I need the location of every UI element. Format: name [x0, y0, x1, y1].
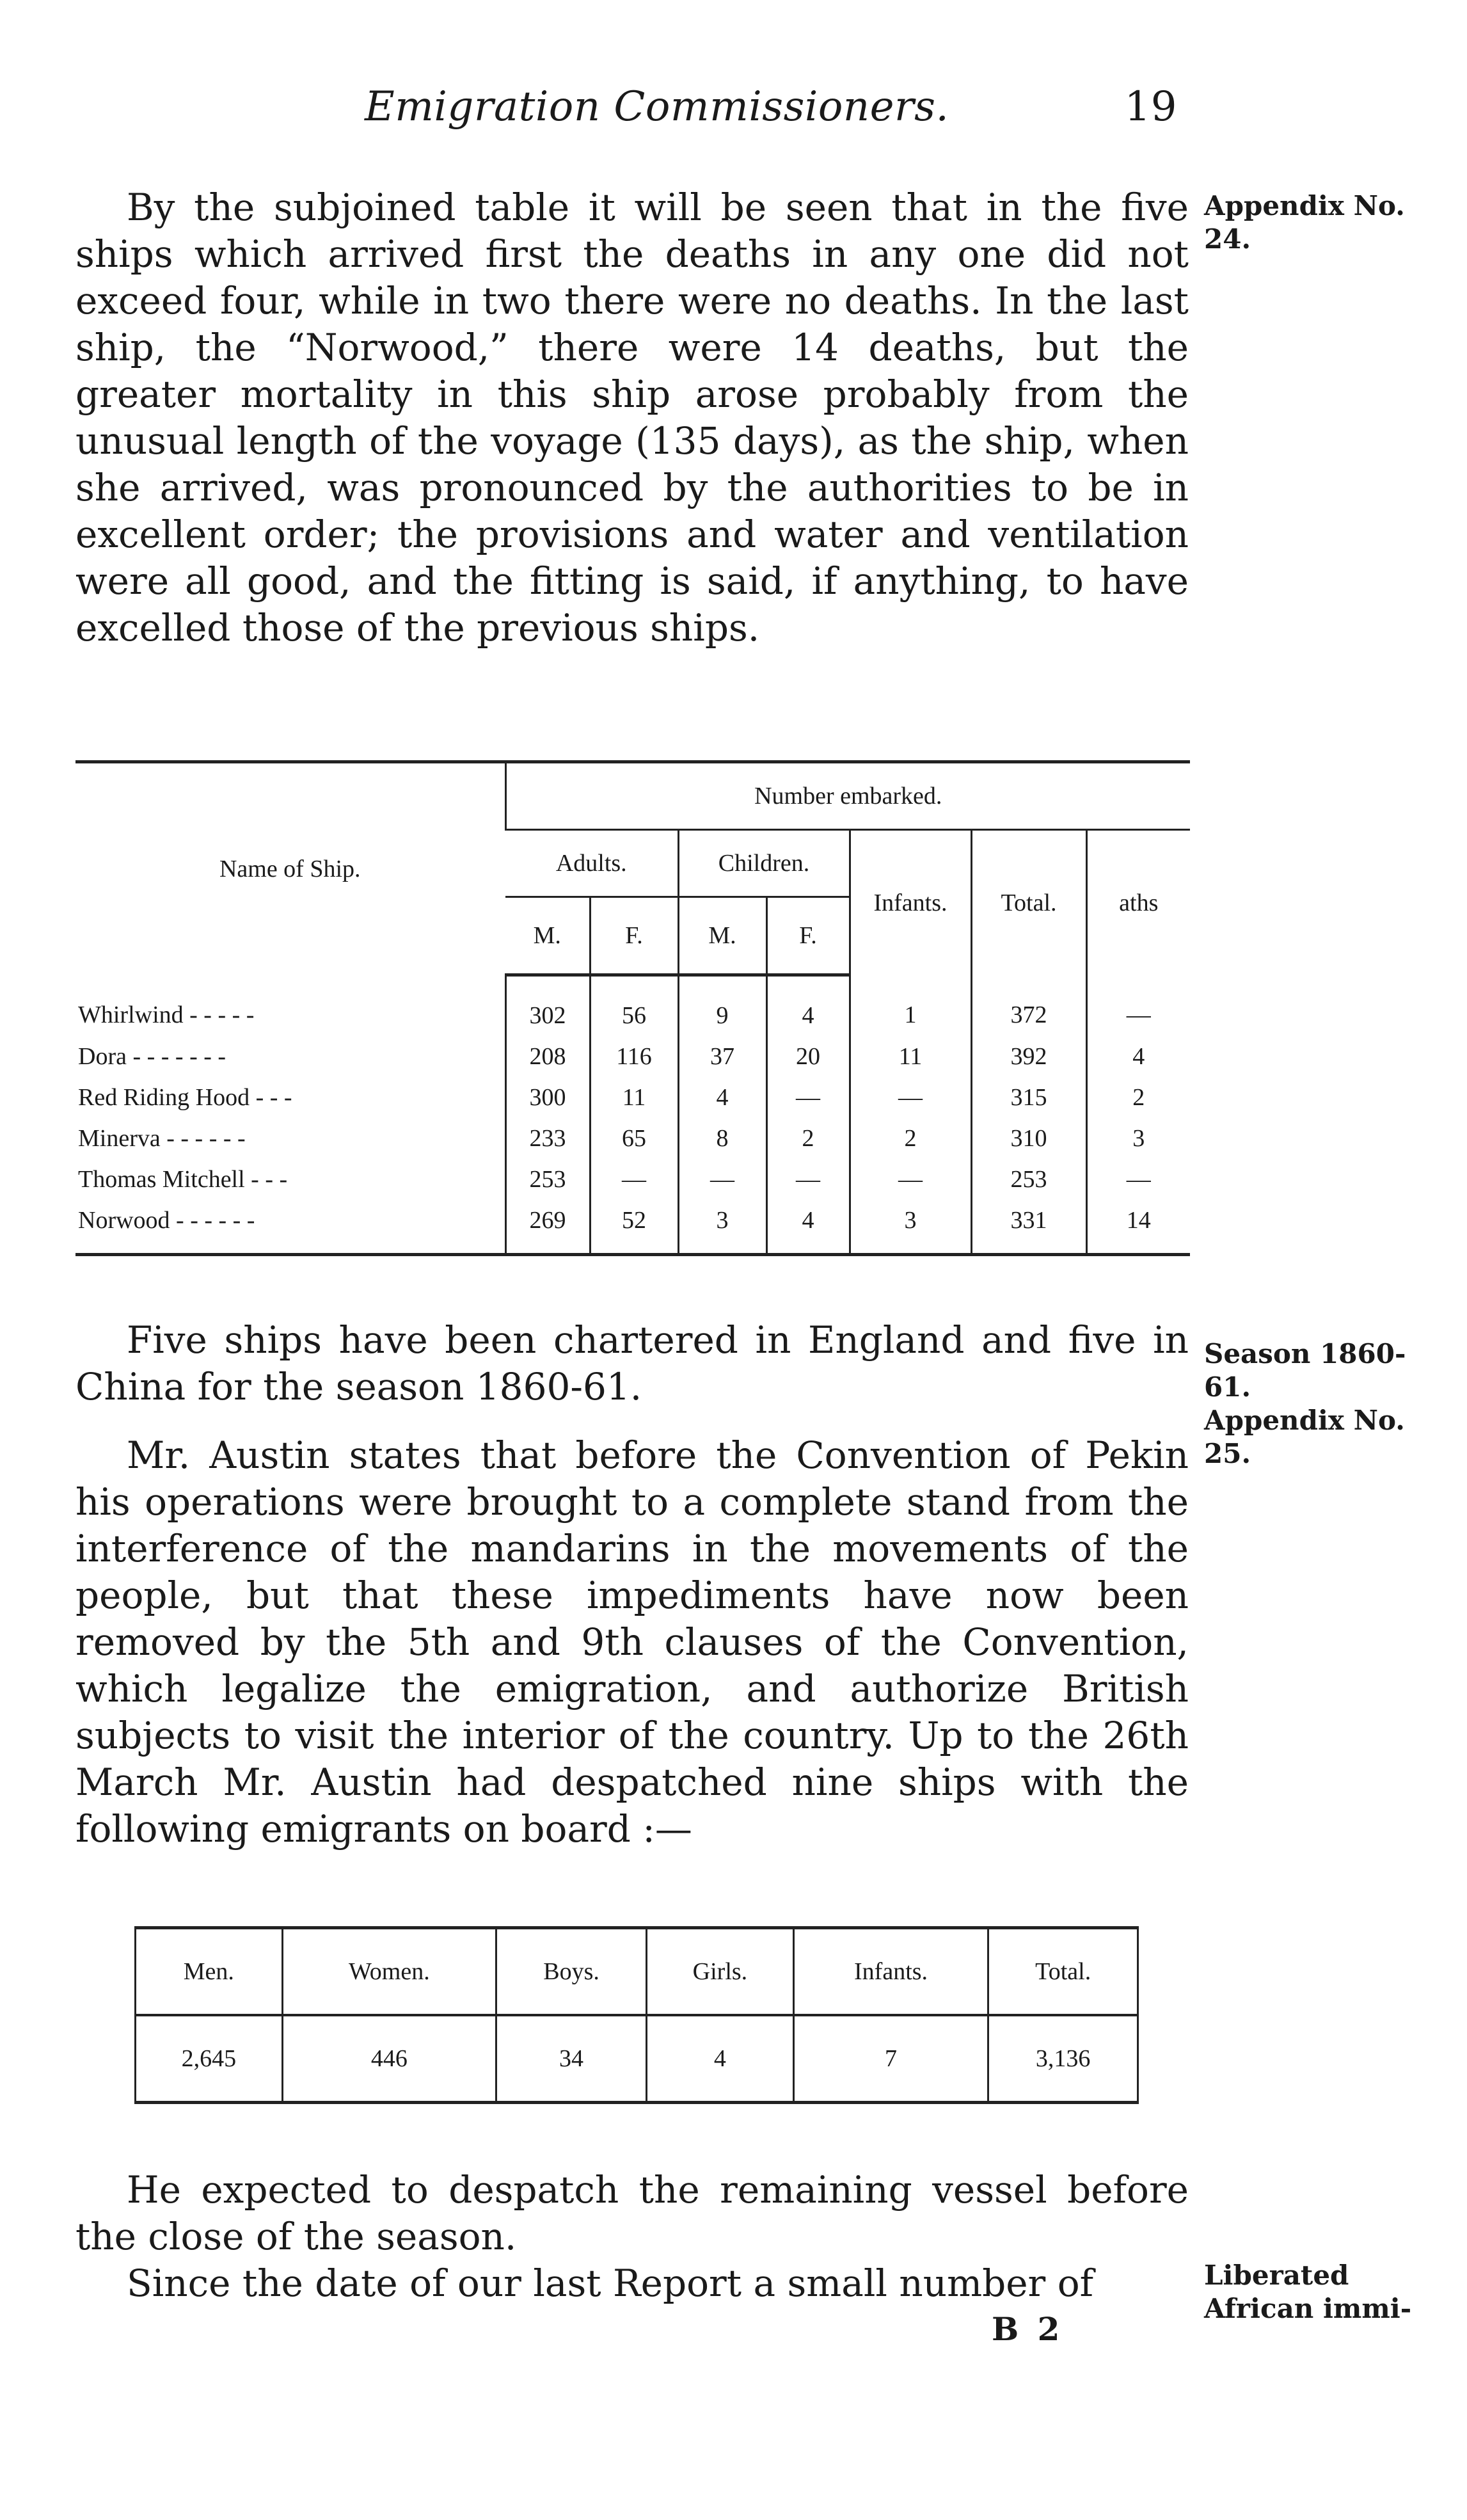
- infants: 3: [850, 1200, 971, 1255]
- deaths: —: [1086, 1159, 1190, 1200]
- ship-name: Norwood - - - - - -: [75, 1200, 505, 1255]
- adults-male: 253: [505, 1159, 590, 1200]
- children-header: Children.: [678, 830, 850, 897]
- table-row: [75, 1200, 1190, 1255]
- page-number: 19: [1124, 83, 1177, 131]
- adults-male: 233: [505, 1118, 590, 1159]
- total: 331: [971, 1200, 1086, 1255]
- total: 315: [971, 1077, 1086, 1118]
- infants: 11: [850, 1036, 971, 1077]
- adults-female: 56: [590, 975, 678, 1037]
- children-female: 4: [766, 975, 850, 1037]
- infants: —: [850, 1159, 971, 1200]
- total: 372: [971, 975, 1086, 1037]
- sidenote-season: Season 1860-61.: [1204, 1338, 1406, 1403]
- children-female: 4: [766, 1200, 850, 1255]
- deaths-header: aths: [1086, 830, 1190, 975]
- name-of-ship-header: Name of Ship.: [75, 762, 505, 975]
- sidenote-liberated: Liberated African immi-: [1204, 2260, 1412, 2324]
- total-header: Total.: [971, 830, 1086, 975]
- children-female: —: [766, 1159, 850, 1200]
- deaths: 3: [1086, 1118, 1190, 1159]
- paragraph-chartered-ships: Five ships have been chartered in England and five in China for the season 1860-61.: [75, 1318, 1189, 1408]
- total: 310: [971, 1118, 1086, 1159]
- paragraph-last-report: Since the date of our last Report a small number of: [127, 2261, 1094, 2305]
- girls-header: Girls.: [647, 1928, 794, 2016]
- adults-female: 116: [590, 1036, 678, 1077]
- ship-name: Dora - - - - - - -: [78, 1043, 226, 1070]
- children-female: 20: [766, 1036, 850, 1077]
- children-male: 3: [678, 1200, 766, 1255]
- adults-female: 52: [590, 1200, 678, 1255]
- adults-female: 65: [590, 1118, 678, 1159]
- table-row: [75, 975, 1190, 1037]
- children-male: 8: [678, 1118, 766, 1159]
- children-male: 9: [678, 975, 766, 1037]
- table-row: [75, 1077, 1190, 1118]
- children-male: 37: [678, 1036, 766, 1077]
- women-value: 446: [282, 2015, 496, 2103]
- total-value: 3,136: [988, 2015, 1138, 2103]
- girls-value: 4: [647, 2015, 794, 2103]
- deaths: 14: [1086, 1200, 1190, 1255]
- total-header: Total.: [988, 1928, 1138, 2016]
- sidenote-appendix-24: Appendix No. 24.: [1204, 190, 1405, 255]
- ship-name: Whirlwind - - - - -: [78, 1001, 255, 1028]
- running-title: Emigration Commissioners.: [365, 83, 949, 131]
- children-female-header: F.: [766, 897, 850, 975]
- paragraph-remaining-vessel: He expected to despatch the remaining vessel before the close of the season.: [75, 2168, 1189, 2258]
- adults-female: —: [590, 1159, 678, 1200]
- men-header: Men.: [136, 1928, 283, 2016]
- adults-male-header: M.: [505, 897, 590, 975]
- boys-header: Boys.: [496, 1928, 647, 2016]
- deaths: —: [1086, 975, 1190, 1037]
- infants: 2: [850, 1118, 971, 1159]
- adults-header: Adults.: [505, 830, 678, 897]
- ship-name: Thomas Mitchell - - -: [78, 1166, 288, 1193]
- children-male: —: [678, 1159, 766, 1200]
- total: 392: [971, 1036, 1086, 1077]
- women-header: Women.: [282, 1928, 496, 2016]
- adults-male: 208: [505, 1036, 590, 1077]
- adults-male: 302: [505, 975, 590, 1037]
- table-row: [75, 1118, 1190, 1159]
- infants-header: Infants.: [793, 1928, 988, 2016]
- adults-male: 300: [505, 1077, 590, 1118]
- table-row: [75, 1036, 1190, 1077]
- boys-value: 34: [496, 2015, 647, 2103]
- adults-female: 11: [590, 1077, 678, 1118]
- adults-male: 269: [505, 1200, 590, 1255]
- adults-female-header: F.: [590, 897, 678, 975]
- running-head: [345, 77, 1177, 141]
- ship-name: Minerva - - - - - -: [78, 1125, 246, 1152]
- folio-signature: B 2: [992, 2310, 1064, 2348]
- children-female: —: [766, 1077, 850, 1118]
- men-value: 2,645: [136, 2015, 283, 2103]
- deaths: 2: [1086, 1077, 1190, 1118]
- paragraph-austin-report: Mr. Austin states that before the Convention of Pekin his operations were brought to a complete stand from the interference of the mandarins in the movements of the people, but that these impediments have now been removed by the 5th and 9th clauses of the Convention, which legalize the emigration, and authorize British subjects to visit the interior of the country. Up to the 26th March Mr. Austin had despatched nine ships with the following emigrants on board :—: [75, 1433, 1189, 1851]
- children-male: 4: [678, 1077, 766, 1118]
- table-row: [75, 1159, 1190, 1200]
- children-female: 2: [766, 1118, 850, 1159]
- infants-header: Infants.: [850, 830, 971, 975]
- number-embarked-header: Number embarked.: [505, 762, 1190, 830]
- children-male-header: M.: [678, 897, 766, 975]
- ships-table: [75, 760, 1190, 1256]
- infants-value: 7: [793, 2015, 988, 2103]
- paragraph-mortality: By the subjoined table it will be seen that in the five ships which arrived first the deaths in any one did not exceed four, while in two there were no deaths. In the last ship, the “Norwood,” there were 14 deaths, but the greater mortality in this ship arose probably from the unusual length of the voyage (135 days), as the ship, when she arrived, was pronounced by the authorities to be in excellent order; the provisions and water and ventilation were all good, and the fitting is said, if anything, to have excelled those of the previous ships.: [75, 186, 1189, 650]
- table-row: [136, 2015, 1138, 2103]
- deaths: 4: [1086, 1036, 1190, 1077]
- infants: 1: [850, 975, 971, 1037]
- ship-name: Red Riding Hood - - -: [78, 1084, 292, 1111]
- infants: —: [850, 1077, 971, 1118]
- sidenote-appendix-25: Appendix No. 25.: [1204, 1405, 1405, 1469]
- emigrants-table: [134, 1926, 1139, 2104]
- total: 253: [971, 1159, 1086, 1200]
